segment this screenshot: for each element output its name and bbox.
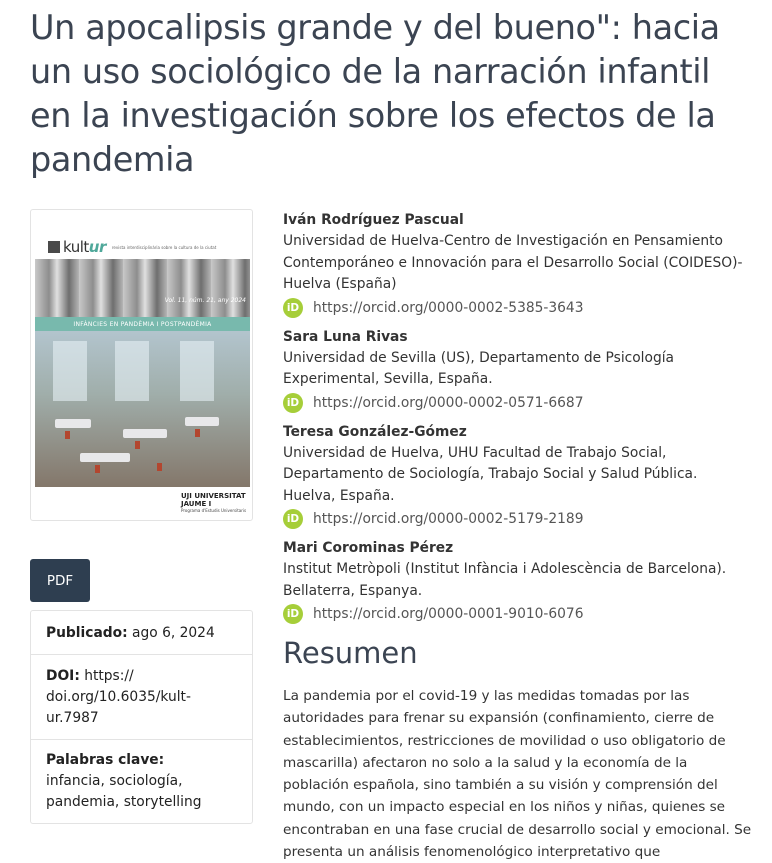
cover-header xyxy=(48,236,248,258)
keywords-section xyxy=(31,740,252,813)
article-details xyxy=(30,610,253,824)
author-affiliation: Institut Metròpoli (Institut Infància i Adolescència de Barcelona). Bellaterra, Espanya. xyxy=(283,561,727,599)
cover-issue: Vol. 11, núm. 21, any 2024 xyxy=(164,297,246,304)
orcid-link[interactable]: https://orcid.org/0000-0002-5179-2189 xyxy=(313,511,584,527)
cover-photo-top xyxy=(35,259,250,317)
orcid-link[interactable]: https://orcid.org/0000-0002-5385-3643 xyxy=(313,299,584,316)
orcid-row xyxy=(283,392,753,414)
author-name: Iván Rodríguez Pascual xyxy=(283,212,464,228)
abstract-text: La pandemia por el covid-19 y las medidas tomadas por las autoridades para frenar su expansión (confinamiento, cierre de establecimientos, restricciones de movilidad o uso obligatorio de mascarilla) afectaron no solo a la salud y la economía de la población española, sino también a su visión y comprensión del mundo, con un impacto especial en los niños y niñas, quienes se encontraban en una fase crucial de desarrollo social y emocional. Se presenta un análisis fenomenológico interpretativo que xyxy=(283,688,752,861)
published-value: ago 6, 2024 xyxy=(132,625,215,641)
article-title: Un apocalipsis grande y del bueno": hacia un uso sociológico de la narración infantil en la investigación sobre los efectos de la pandemia xyxy=(30,8,720,179)
abstract-heading: Resumen xyxy=(283,636,418,670)
cover-tagline: revista interdisciplinària sobre la cultura de la ciutat xyxy=(111,244,217,250)
sidebar xyxy=(30,209,253,521)
author-affiliation: Universidad de Huelva-Centro de Investigación en Pensamiento Contemporáneo e Innovación para el Desarrollo Social (COIDESO)-Huelva (España) xyxy=(283,233,743,292)
keywords-label: Palabras clave: xyxy=(46,752,165,768)
orcid-row xyxy=(283,297,753,319)
orcid-icon: iD xyxy=(283,509,303,529)
orcid-link[interactable]: https://orcid.org/0000-0001-9010-6076 xyxy=(313,606,584,622)
cover-logo: kultur xyxy=(63,238,106,256)
author-name: Teresa González-Gómez xyxy=(283,423,467,440)
keywords-value: infancia, sociología, pandemia, storytelling xyxy=(46,773,202,810)
doi-label: DOI: xyxy=(46,668,80,684)
authors-list xyxy=(283,209,753,632)
pdf-download-button[interactable]: PDF xyxy=(30,559,90,602)
author-name: Mari Corominas Pérez xyxy=(283,540,454,556)
author-entry xyxy=(283,326,753,414)
author-entry xyxy=(283,421,753,531)
doi-link[interactable]: https:// doi.org/10.6035/kult- ur.7987 xyxy=(46,668,191,726)
orcid-icon: iD xyxy=(283,604,303,624)
orcid-icon: iD xyxy=(283,393,303,413)
orcid-row xyxy=(283,508,753,530)
cover-band: INFÀNCIES EN PANDÈMIA I POSTPANDÈMIA xyxy=(35,317,250,331)
author-affiliation: Universidad de Huelva, UHU Facultad de Trabajo Social, Departamento de Sociología, Trabajo Social y Salud Pública. Huelva, España. xyxy=(283,444,698,504)
cover-image[interactable] xyxy=(30,209,253,521)
author-affiliation: Universidad de Sevilla (US), Departamento de Psicología Experimental, Sevilla, España. xyxy=(283,349,675,387)
orcid-icon: iD xyxy=(283,298,303,318)
cover-publisher: UJI UNIVERSITAT JAUME I Programa d'Estudis Universitaris xyxy=(181,492,247,513)
orcid-link[interactable]: https://orcid.org/0000-0002-0571-6687 xyxy=(313,394,584,411)
author-entry xyxy=(283,209,753,319)
published-label: Publicado: xyxy=(46,625,128,641)
cover-photo-classroom xyxy=(35,331,250,487)
cover-logo-mark xyxy=(48,241,60,253)
doi-section xyxy=(31,655,252,740)
orcid-row xyxy=(283,603,753,625)
published-section xyxy=(31,611,252,655)
author-name: Sara Luna Rivas xyxy=(283,328,408,345)
author-entry xyxy=(283,537,753,625)
